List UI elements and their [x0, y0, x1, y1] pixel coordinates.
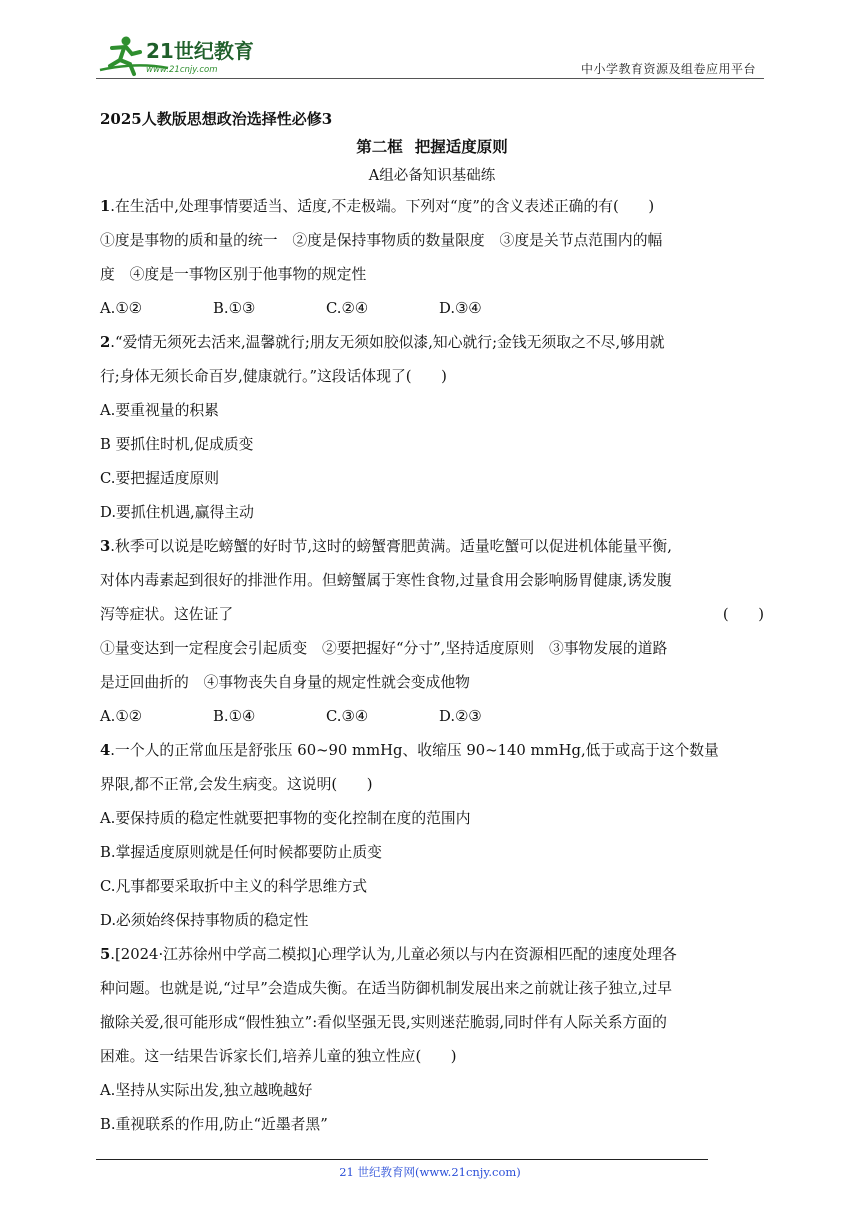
options-row [100, 700, 764, 734]
section-heading: A组必备知识基础练 [368, 168, 496, 184]
choice-b[interactable]: B 要抓住时机,促成质变 [100, 436, 254, 453]
question-1 [100, 190, 764, 326]
question-3 [100, 530, 764, 734]
option-b[interactable]: B.①③ [213, 300, 256, 317]
question-5 [100, 938, 764, 1142]
choice-b[interactable]: B.掌握适度原则就是任何时候都要防止质变 [100, 844, 382, 861]
choice-c[interactable]: C.凡事都要采取折中主义的科学思维方式 [100, 878, 368, 895]
question-stem-line: 行;身体无须长命百岁,健康就行。”这段话体现了( ) [100, 368, 447, 385]
header-divider [96, 78, 764, 79]
answer-paren: ( ) [722, 606, 764, 623]
question-stem-line: 泻等症状。这佐证了 ( ) [100, 598, 764, 632]
document-body [100, 98, 764, 1142]
choice-d[interactable]: D.要抓住机遇,赢得主动 [100, 504, 254, 521]
platform-name: 中小学教育资源及组卷应用平台 [580, 62, 756, 76]
option-d[interactable]: D.③④ [439, 300, 482, 317]
question-stem-line: 4.一个人的正常血压是舒张压 60~90 mmHg、收缩压 90~140 mmHg,低于或高于这个数量 [100, 742, 719, 759]
logo-wordmark: 21世纪教育 [146, 39, 254, 63]
lesson-title-part1: 第二框 [356, 137, 403, 156]
series-title: 2025人教版思想政治选择性必修3 [100, 110, 333, 128]
question-stem-line: 界限,都不正常,会发生病变。这说明( ) [100, 776, 373, 793]
choice-a[interactable]: A.要保持质的稳定性就要把事物的变化控制在度的范围内 [100, 810, 471, 827]
question-stem-line: 对体内毒素起到很好的排泄作用。但螃蟹属于寒性食物,过量食用会影响肠胃健康,诱发腹 [100, 572, 672, 589]
question-stem-line: 种问题。也就是说,“过早”会造成失衡。在适当防御机制发展出来之前就让孩子独立,过早 [100, 980, 673, 997]
question-stem-line: 撤除关爱,很可能形成“假性独立”:看似坚强无畏,实则迷茫脆弱,同时伴有人际关系方面的 [100, 1014, 667, 1031]
option-b[interactable]: B.①④ [213, 708, 256, 725]
question-number: 1 [100, 198, 111, 215]
option-c[interactable]: C.②④ [326, 300, 369, 317]
choice-a[interactable]: A.要重视量的积累 [100, 402, 219, 419]
question-4 [100, 734, 764, 938]
page-header [0, 0, 860, 90]
question-number: 4 [100, 742, 111, 759]
logo-url: www.21cnjy.com [146, 65, 218, 75]
choice-c[interactable]: C.要把握适度原则 [100, 470, 220, 487]
choice-a[interactable]: A.坚持从实际出发,独立越晚越好 [100, 1082, 313, 1099]
question-number: 2 [100, 334, 111, 351]
options-row [100, 292, 764, 326]
question-number: 5 [100, 946, 111, 963]
statement-line: 是迂回曲折的 ④事物丧失自身量的规定性就会变成他物 [100, 674, 470, 691]
statement-line: ①度是事物的质和量的统一 ②度是保持事物质的数量限度 ③度是关节点范围内的幅 [100, 232, 663, 249]
choice-d[interactable]: D.必须始终保持事物质的稳定性 [100, 912, 309, 929]
statement-line: 度 ④度是一事物区别于他事物的规定性 [100, 266, 367, 283]
statement-line: ①量变达到一定程度会引起质变 ②要把握好“分寸”,坚持适度原则 ③事物发展的道路 [100, 640, 668, 657]
lesson-title [100, 132, 764, 162]
footer-divider [96, 1159, 708, 1160]
question-stem-line: 3.秋季可以说是吃螃蟹的好时节,这时的螃蟹膏肥黄满。适量吃蟹可以促进机体能量平衡, [100, 538, 672, 555]
option-a[interactable]: A.①② [100, 708, 142, 725]
question-number: 3 [100, 538, 111, 555]
question-stem-line: 困难。这一结果告诉家长们,培养儿童的独立性应( ) [100, 1048, 457, 1065]
question-2 [100, 326, 764, 530]
option-c[interactable]: C.③④ [326, 708, 369, 725]
option-d[interactable]: D.②③ [439, 708, 482, 725]
runner-logo-icon [96, 34, 266, 78]
site-logo[interactable] [96, 34, 266, 78]
option-a[interactable]: A.①② [100, 300, 142, 317]
footer-link[interactable]: 21 世纪教育网(www.21cnjy.com) [339, 1165, 521, 1179]
question-stem-line: 1.在生活中,处理事情要适当、适度,不走极端。下列对“度”的含义表述正确的有( ) [100, 198, 655, 215]
question-stem-line: 5.[2024·江苏徐州中学高二模拟]心理学认为,儿童必须以与内在资源相匹配的速度处理各 [100, 946, 677, 963]
question-stem-line: 2.“爱情无须死去活来,温馨就行;朋友无须如胶似漆,知心就行;金钱无须取之不尽,够用就 [100, 334, 665, 351]
lesson-title-part2: 把握适度原则 [414, 137, 508, 156]
choice-b[interactable]: B.重视联系的作用,防止“近墨者黑” [100, 1116, 328, 1133]
